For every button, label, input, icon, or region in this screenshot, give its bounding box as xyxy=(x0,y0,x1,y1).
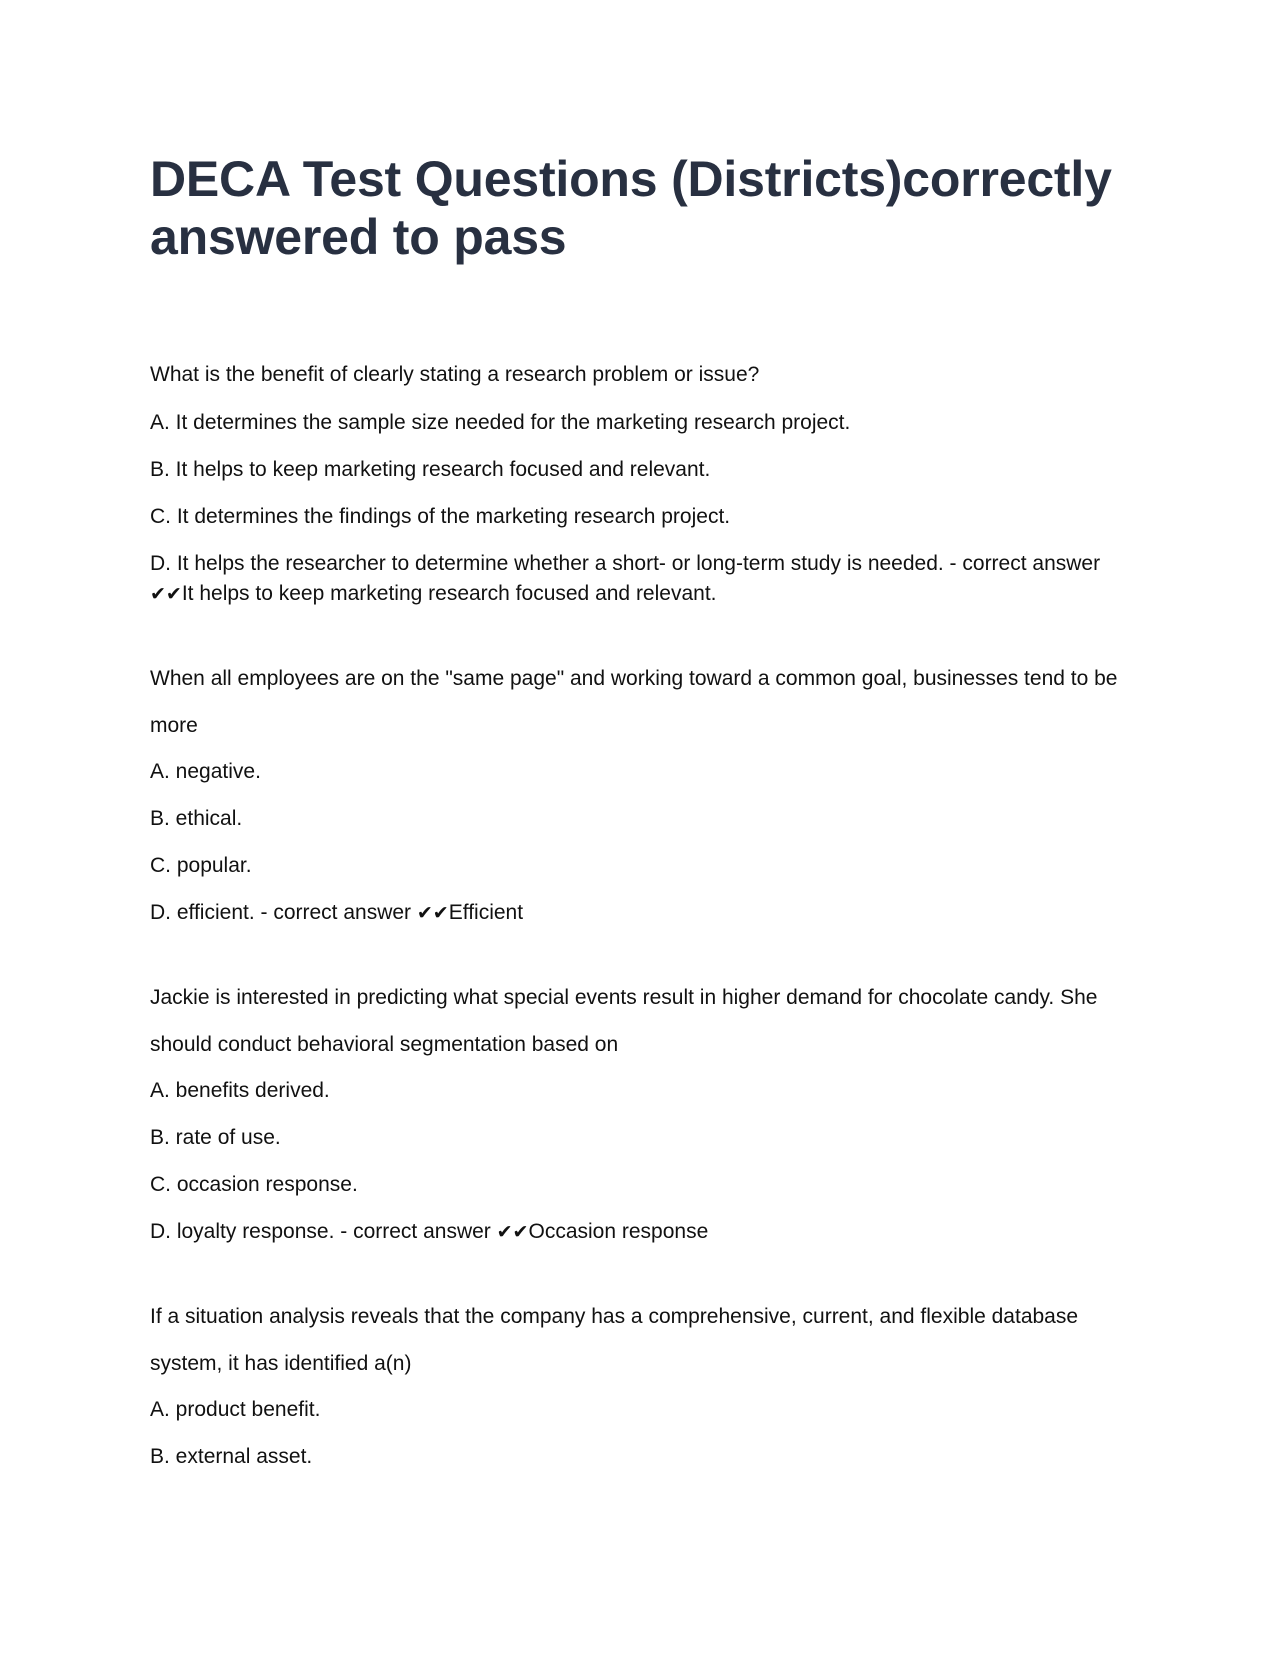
question-list xyxy=(150,354,1140,1481)
option-b: B. rate of use. xyxy=(150,1126,281,1149)
option-b: B. It helps to keep marketing research focused and relevant. xyxy=(150,458,711,481)
double-check-icon: ✔✔ xyxy=(416,902,449,924)
option-c: C. It determines the findings of the marketing research project. xyxy=(150,505,731,528)
option-d-with-answer xyxy=(150,541,1140,609)
option-d-with-answer xyxy=(150,1209,1140,1247)
question-stem: When all employees are on the "same page" and working toward a common goal, businesses tend to be more xyxy=(150,667,1118,737)
question-2 xyxy=(150,655,1140,928)
option-a: A. benefits derived. xyxy=(150,1079,330,1102)
question-3 xyxy=(150,974,1140,1247)
option-a: A. negative. xyxy=(150,760,261,783)
question-stem: If a situation analysis reveals that the company has a comprehensive, current, and flexible database system, it has identified a(n) xyxy=(150,1305,1079,1375)
document-page xyxy=(150,150,1140,1527)
correct-answer: It helps to keep marketing research focused and relevant. xyxy=(181,582,717,605)
option-d: D. It helps the researcher to determine whether a short- or long-term study is needed. - correct answer xyxy=(150,552,1101,575)
option-d: D. loyalty response. - correct answer xyxy=(150,1220,491,1243)
question-1 xyxy=(150,354,1140,609)
correct-answer: Occasion response xyxy=(528,1220,709,1243)
correct-answer: Efficient xyxy=(448,901,524,924)
double-check-icon: ✔✔ xyxy=(150,583,182,605)
option-c: C. occasion response. xyxy=(150,1173,358,1196)
double-check-icon: ✔✔ xyxy=(496,1221,529,1243)
question-stem: What is the benefit of clearly stating a research problem or issue? xyxy=(150,363,760,386)
question-stem: Jackie is interested in predicting what special events result in higher demand for chocolate candy. She should conduct behavioral segmentation based on xyxy=(150,986,1098,1056)
option-c: C. popular. xyxy=(150,854,252,877)
question-4 xyxy=(150,1293,1140,1481)
option-b: B. ethical. xyxy=(150,807,243,830)
option-a: A. product benefit. xyxy=(150,1398,321,1421)
option-b: B. external asset. xyxy=(150,1445,313,1468)
option-d: D. efficient. - correct answer xyxy=(150,901,412,924)
document-title: DECA Test Questions (Districts)correctly answered to pass xyxy=(150,151,1112,265)
option-d-with-answer xyxy=(150,890,1140,928)
option-a: A. It determines the sample size needed for the marketing research project. xyxy=(150,411,851,434)
